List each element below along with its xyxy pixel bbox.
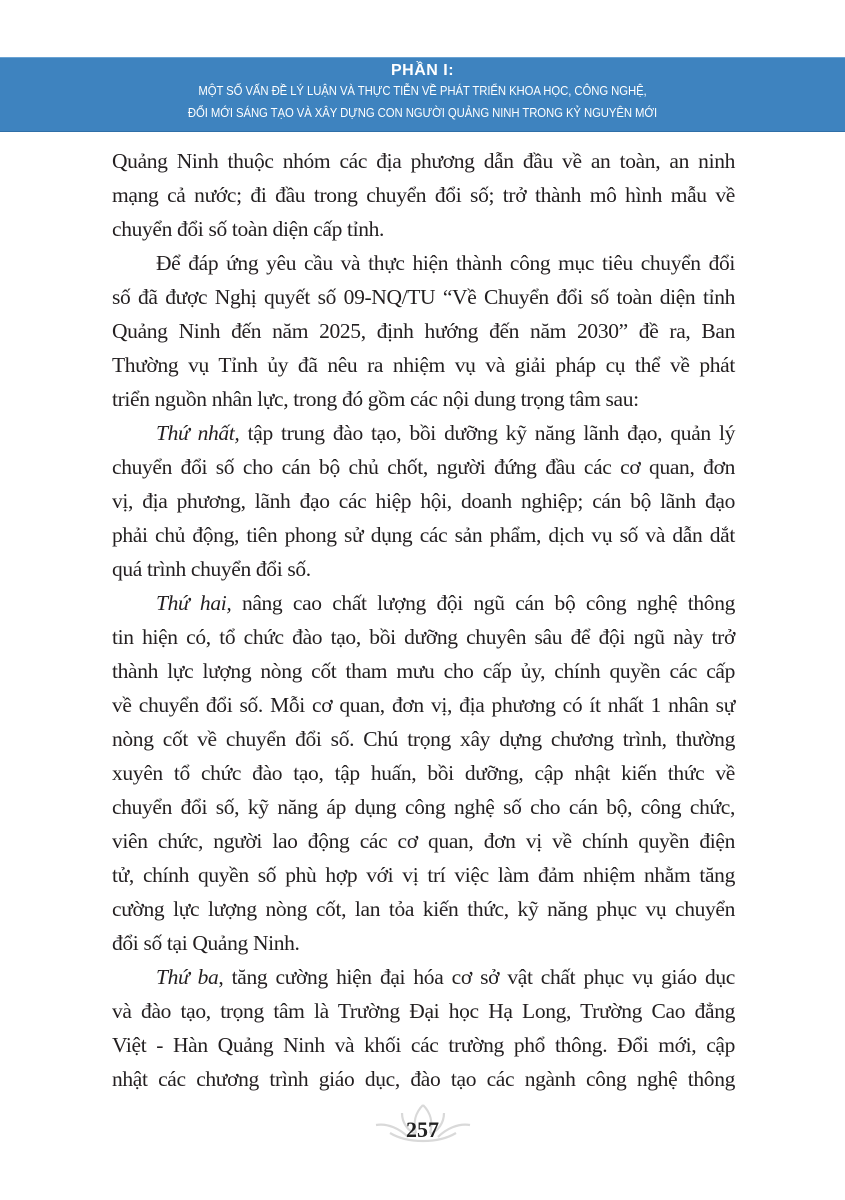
text-line: mạng cả nước; đi đầu trong chuyển đổi số; trở thành mô hình mẫu về xyxy=(112,183,735,207)
paragraph-lead: Thứ hai, xyxy=(156,591,232,615)
text-line: quá trình chuyển đổi số. xyxy=(112,557,311,581)
text-line: tử, chính quyền số phù hợp với vị trí việc làm đảm nhiệm nhằm tăng xyxy=(112,863,735,887)
page-number: 257 xyxy=(406,1117,439,1142)
text-line: chuyển đổi số toàn diện cấp tỉnh. xyxy=(112,217,385,241)
text-line: Thường vụ Tỉnh ủy đã nêu ra nhiệm vụ và giải pháp cụ thể về phát xyxy=(112,353,735,377)
text-line: tin hiện có, tổ chức đào tạo, bồi dưỡng chuyên sâu để đội ngũ này trở xyxy=(112,625,735,649)
text-line: cường lực lượng nòng cốt, lan tỏa kiến thức, kỹ năng phục vụ chuyển xyxy=(112,897,735,921)
chapter-subtitle-line-1: MỘT SỐ VẤN ĐỀ LÝ LUẬN VÀ THỰC TIỄN VỀ PHÁT TRIỂN KHOA HỌC, CÔNG NGHỆ, xyxy=(198,83,647,98)
chapter-banner xyxy=(0,57,845,132)
part-label: PHẦN I: xyxy=(390,62,455,79)
text-line: viên chức, người lao động các cơ quan, đơn vị về chính quyền điện xyxy=(112,829,735,853)
text-line xyxy=(112,416,735,450)
text-line: đổi số tại Quảng Ninh. xyxy=(112,931,300,955)
text-line: Việt - Hàn Quảng Ninh và khối các trường phổ thông. Đổi mới, cập xyxy=(112,1033,735,1057)
text-line: và đào tạo, trọng tâm là Trường Đại học Hạ Long, Trường Cao đẳng xyxy=(112,999,735,1023)
text-line: về chuyển đổi số. Mỗi cơ quan, đơn vị, địa phương có ít nhất 1 nhân sự xyxy=(112,693,735,717)
paragraph-intro xyxy=(112,246,735,416)
text-line: Quảng Ninh thuộc nhóm các địa phương dẫn đầu về an toàn, an ninh xyxy=(112,149,735,173)
text-line: Quảng Ninh đến năm 2025, định hướng đến năm 2030” đề ra, Ban xyxy=(112,319,735,343)
text-run: tập trung đào tạo, bồi dưỡng kỹ năng lãnh đạo, quản lý xyxy=(239,421,735,445)
text-run: , tăng cường hiện đại hóa cơ sở vật chất phục vụ giáo dục xyxy=(218,965,735,989)
text-run: nâng cao chất lượng đội ngũ cán bộ công nghệ thông xyxy=(231,591,736,615)
text-line: vị, địa phương, lãnh đạo các hiệp hội, doanh nghiệp; cán bộ lãnh đạo xyxy=(112,489,735,513)
text-line: số đã được Nghị quyết số 09-NQ/TU “Về Chuyển đổi số toàn diện tỉnh xyxy=(112,285,735,309)
paragraph-second xyxy=(112,586,735,960)
text-line: xuyên tổ chức đào tạo, tập huấn, bồi dưỡng, cập nhật kiến thức về xyxy=(112,761,735,785)
paragraph-lead: Thứ nhất, xyxy=(156,421,240,445)
text-line: Để đáp ứng yêu cầu và thực hiện thành công mục tiêu chuyển đổi xyxy=(156,251,735,275)
text-line: triển nguồn nhân lực, trong đó gồm các nội dung trọng tâm sau: xyxy=(112,387,639,411)
text-line: thành lực lượng nòng cốt tham mưu cho cấp ủy, chính quyền các cấp xyxy=(112,659,735,683)
text-line: chuyển đổi số, kỹ năng áp dụng công nghệ số cho cán bộ, công chức, xyxy=(112,795,735,819)
text-line: phải chủ động, tiên phong sử dụng các sản phẩm, dịch vụ số và dẫn dắt xyxy=(112,523,735,547)
paragraph-continuation xyxy=(112,144,735,246)
text-line xyxy=(112,960,735,994)
text-line xyxy=(112,586,735,620)
text-line: chuyển đổi số cho cán bộ chủ chốt, người đứng đầu các cơ quan, đơn xyxy=(112,455,735,479)
chapter-subtitle-line-2: ĐỔI MỚI SÁNG TẠO VÀ XÂY DỰNG CON NGƯỜI QUẢNG NINH TRONG KỶ NGUYÊN MỚI xyxy=(187,105,658,120)
paragraph-first xyxy=(112,416,735,586)
paragraph-third xyxy=(112,960,735,1096)
paragraph-lead: Thứ ba xyxy=(156,965,219,989)
text-line: nòng cốt về chuyển đổi số. Chú trọng xây dựng chương trình, thường xyxy=(112,727,735,751)
text-line: nhật các chương trình giáo dục, đào tạo các ngành công nghệ thông xyxy=(112,1067,735,1091)
page-body xyxy=(112,144,735,1096)
